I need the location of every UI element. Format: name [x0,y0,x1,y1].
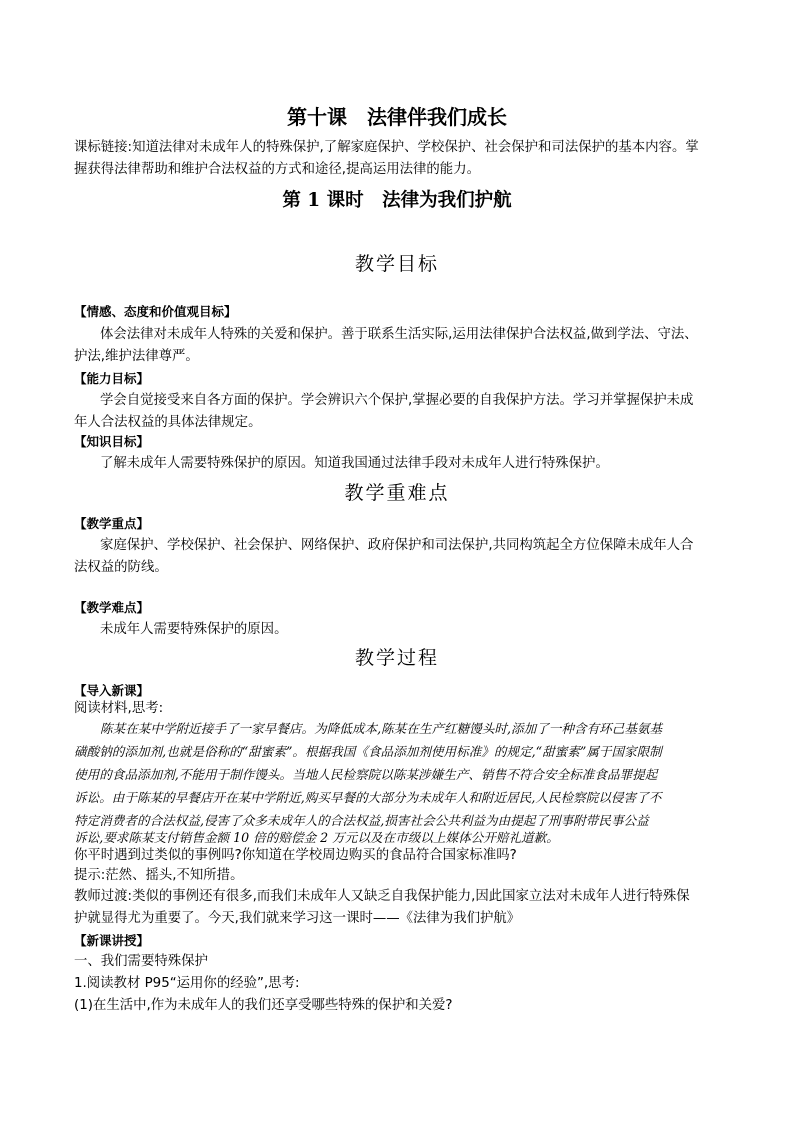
emotion-goal-heading: 【情感、态度和价值观目标】 [74,304,237,319]
item-one-line: 1.阅读教材 P95“运用你的经验”,思考: [74,976,300,991]
emotion-goal-line-2: 护法,维护法律尊严。 [74,349,199,364]
section-heading-process: 教学过程 [354,647,439,669]
ability-goal-line-1: 学会自觉接受来自各方面的保护。学会辨识六个保护,掌握必要的自我保护方法。学习并掌握保护未成 [100,393,694,408]
focus-heading: 【教学重点】 [74,516,150,531]
difficulty-heading: 【教学难点】 [74,600,150,615]
question-line: 你平时遇到过类似的事例吗?你知道在学校周边购买的食品符合国家标准吗? [74,848,517,863]
curriculum-line-1: 课标链接:知道法律对未成年人的特殊保护,了解家庭保护、学校保护、社会保护和司法保护的基本内容。掌 [74,140,699,155]
curriculum-line-2: 握获得法律帮助和维护合法权益的方式和途径,提高运用法律的能力。 [74,162,480,177]
focus-line-2: 法权益的防线。 [74,560,168,575]
item-one-question-1: (1)在生活中,作为未成年人的我们还享受哪些特殊的保护和关爱? [74,998,453,1013]
transition-line-2: 护就显得尤为重要了。今天,我们就来学习这一课时——《法律为我们护航》 [74,911,521,926]
emotion-goal-line-1: 体会法律对未成年人特殊的关爱和保护。善于联系生活实际,运用法律保护合法权益,做到学法、守法、 [100,327,698,342]
intro-prompt: 阅读材料,思考: [74,701,164,716]
reading-line-5: 特定消费者的合法权益,侵害了众多未成年人的合法权益,损害社会公共利益为由提起了刑事附带民事公益 [74,813,649,828]
hint-line: 提示:茫然、摇头,不知所措。 [74,868,244,883]
new-lesson-heading: 【新课讲授】 [74,933,150,948]
ability-goal-heading: 【能力目标】 [74,371,150,386]
reading-line-1: 陈某在某中学附近接手了一家早餐店。为降低成本,陈某在生产红糖馒头时,添加了一种含有环己基氨基 [100,721,663,736]
lesson-title: 第十课 法律伴我们成长 [287,105,507,129]
section-heading-key-points: 教学重难点 [344,482,450,504]
part-one-heading: 一、我们需要特殊保护 [74,954,208,969]
knowledge-goal-line-1: 了解未成年人需要特殊保护的原因。知道我国通过法律手段对未成年人进行特殊保护。 [100,456,609,471]
reading-line-2: 磺酸钠的添加剂,也就是俗称的“甜蜜素”。根据我国《食品添加剂使用标准》的规定,“甜蜜素”属于国家限制 [74,744,662,759]
lesson-subtitle: 第 1 课时 法律为我们护航 [282,190,512,211]
knowledge-goal-heading: 【知识目标】 [74,434,150,449]
intro-heading: 【导入新课】 [74,683,150,698]
ability-goal-line-2: 年人合法权益的具体法律规定。 [74,415,262,430]
focus-line-1: 家庭保护、学校保护、社会保护、网络保护、政府保护和司法保护,共同构筑起全方位保障未成年人合 [100,538,694,553]
reading-line-4: 诉讼。由于陈某的早餐店开在某中学附近,购买早餐的大部分为未成年人和附近居民,人民检察院以侵害了不 [74,790,662,805]
reading-line-3: 使用的食品添加剂,不能用于制作馒头。当地人民检察院以陈某涉嫌生产、销售不符合安全标准食品罪提起 [74,767,658,782]
transition-line-1: 教师过渡:类似的事例还有很多,而我们未成年人又缺乏自我保护能力,因此国家立法对未成年人进行特殊保 [74,889,690,904]
section-heading-goals: 教学目标 [354,253,439,275]
reading-line-6: 诉讼,要求陈某支付销售金额 10 倍的赔偿金 2 万元以及在市级以上媒体公开赔礼道歉。 [74,830,559,845]
difficulty-line-1: 未成年人需要特殊保护的原因。 [100,622,288,637]
